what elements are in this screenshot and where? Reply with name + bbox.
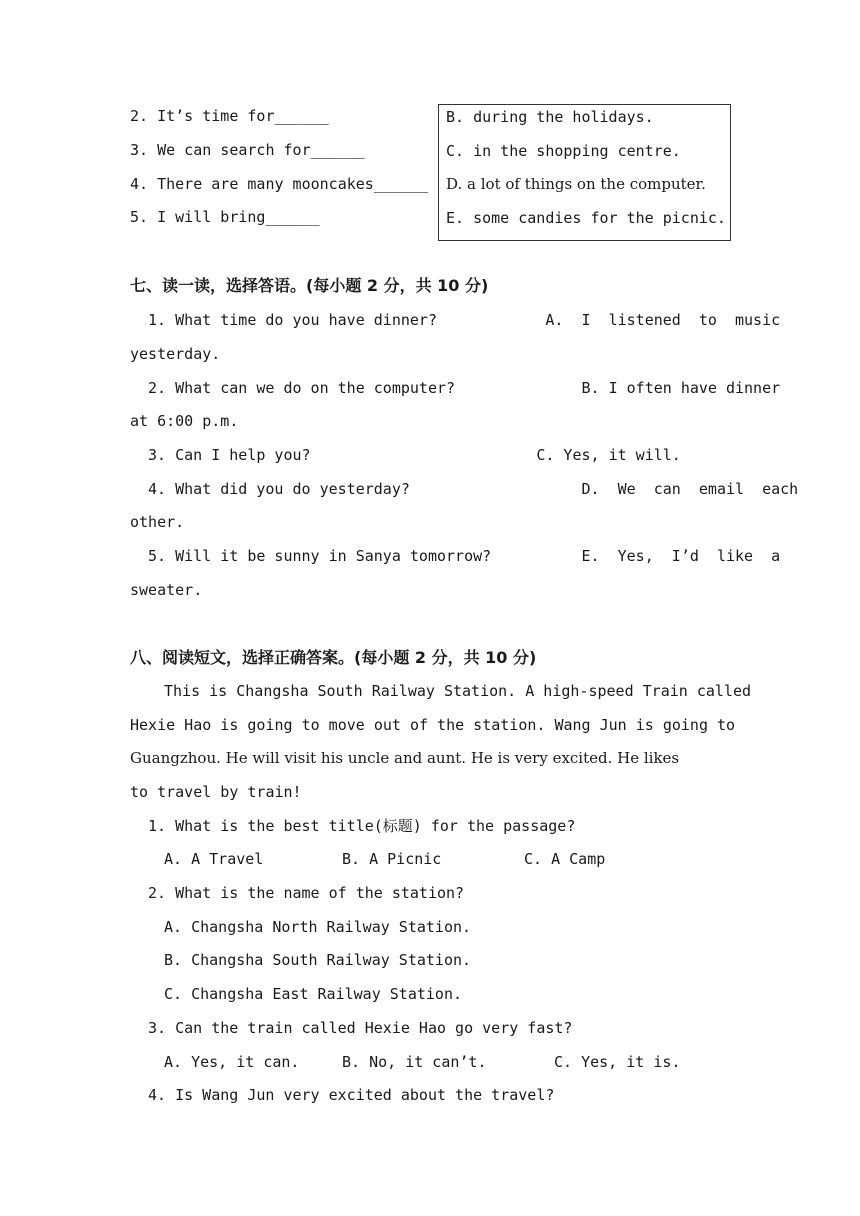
s7-q2-line1: 2. What can we do on the computer? B. I often have dinner [148, 379, 781, 397]
s8-q3-option-b: B. No, it can’t. [342, 1053, 487, 1071]
s8-q2-option-a: A. Changsha North Railway Station. [164, 918, 472, 936]
s7-q3-line1: 3. Can I help you? C. Yes, it will. [148, 446, 681, 464]
s8-q1-text: 1. What is the best title(标题) for the passage? [148, 817, 576, 835]
s7-q4-line1: 4. What did you do yesterday? D. We can email each [148, 480, 799, 498]
s7-q5-line2: sweater. [130, 581, 203, 599]
passage-line-3: Guangzhou. He will visit his uncle and aunt. He is very excited. He likes [130, 749, 680, 767]
section7-heading: 七、读一读，选择答语。(每小题 2 分，共 10 分) [130, 276, 489, 295]
s8-q1-option-c: C. A Camp [524, 850, 606, 868]
passage-line-2: Hexie Hao is going to move out of the station. Wang Jun is going to [130, 716, 736, 734]
s8-q2-option-c: C. Changsha East Railway Station. [164, 985, 463, 1003]
passage-line-4: to travel by train! [130, 783, 302, 801]
s7-q4-line2: other. [130, 513, 185, 531]
s7-q1-line2: yesterday. [130, 345, 221, 363]
match-left-5: 5. I will bring______ [130, 208, 320, 226]
s8-q3-text: 3. Can the train called Hexie Hao go very fast? [148, 1019, 573, 1037]
s8-q1-option-a: A. A Travel [164, 850, 264, 868]
match-option-e: E. some candies for the picnic. [446, 209, 726, 227]
match-option-d: D. a lot of things on the computer. [446, 175, 706, 193]
s8-q3-option-a: A. Yes, it can. [164, 1053, 300, 1071]
s7-q5-line1: 5. Will it be sunny in Sanya tomorrow? E. Yes, I’d like a [148, 547, 781, 565]
s8-q3-option-c: C. Yes, it is. [554, 1053, 681, 1071]
match-option-c: C. in the shopping centre. [446, 142, 681, 160]
s8-q4-text: 4. Is Wang Jun very excited about the travel? [148, 1086, 555, 1104]
s8-q2-text: 2. What is the name of the station? [148, 884, 465, 902]
match-left-3: 3. We can search for______ [130, 141, 365, 159]
s8-q1-option-b: B. A Picnic [342, 850, 442, 868]
section8-heading: 八、阅读短文，选择正确答案。(每小题 2 分，共 10 分) [130, 648, 537, 667]
s8-q2-option-b: B. Changsha South Railway Station. [164, 951, 472, 969]
match-left-2: 2. It’s time for______ [130, 107, 329, 125]
passage-line-1: This is Changsha South Railway Station. A high-speed Train called [164, 682, 751, 700]
match-left-4: 4. There are many mooncakes______ [130, 175, 429, 193]
s7-q2-line2: at 6:00 p.m. [130, 412, 239, 430]
match-option-b: B. during the holidays. [446, 108, 654, 126]
s7-q1-line1: 1. What time do you have dinner? A. I listened to music [148, 311, 781, 329]
